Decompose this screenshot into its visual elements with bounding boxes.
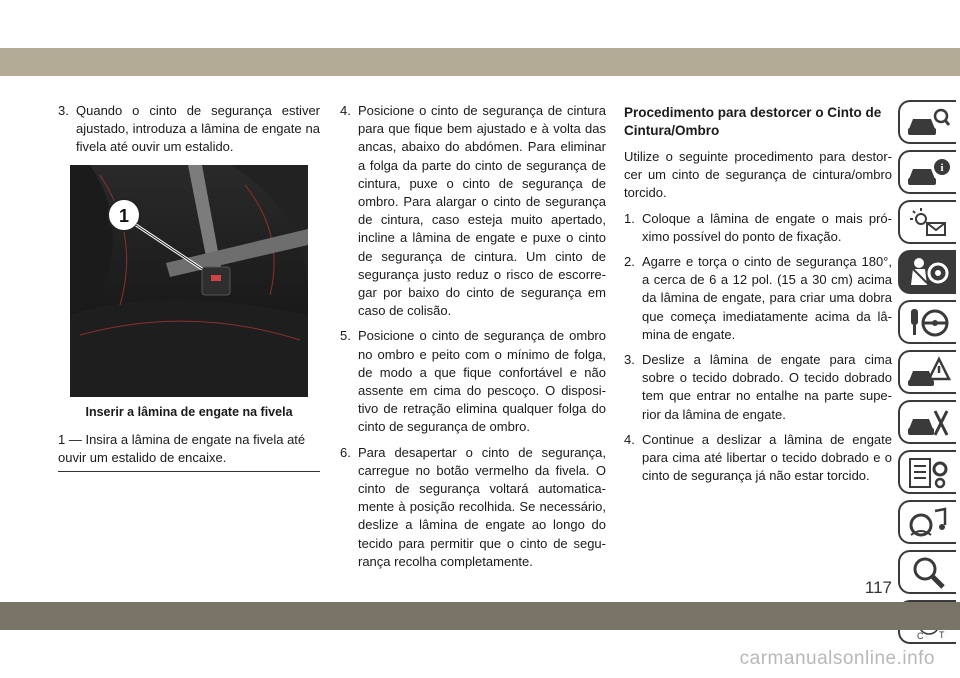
figure-title: Inserir a lâmina de engate na fivela	[85, 404, 293, 419]
header-band	[0, 48, 960, 76]
page-number: 117	[864, 578, 892, 597]
column-left	[58, 102, 320, 472]
car-tools-icon	[905, 405, 951, 441]
item-number: 4.	[340, 103, 351, 118]
tab-key-steering[interactable]	[898, 300, 956, 344]
figure-callout: 1	[118, 205, 130, 226]
list-item	[58, 102, 320, 157]
svg-text:i: i	[940, 162, 944, 174]
list-item	[624, 431, 892, 486]
car-info-icon	[905, 155, 951, 191]
svg-text:T: T	[939, 630, 945, 640]
car-hazard-icon	[905, 355, 951, 391]
item-number: 4.	[624, 431, 635, 447]
item-text: Continue a deslizar a lâmina de engate para cima até libertar o tecido dobrado e o cinto de segurança já não estar torcido.	[642, 431, 892, 484]
seatbelt-buckle-photo	[70, 165, 308, 397]
list-item	[624, 351, 892, 424]
tab-car-info[interactable]	[898, 150, 956, 194]
tab-specifications[interactable]	[898, 450, 956, 494]
list-item	[340, 327, 606, 436]
tab-warning-lights[interactable]	[898, 200, 956, 244]
item-text: Para desapertar o cinto de segurança, carregue no botão vermelho da fivela. O cinto de segurança voltará automaticamente à posição recolhida. Se necessário, deslize a lâmina de engate ao longo do tecido para permitir que o cinto de segurança recolha completamente.	[358, 444, 606, 569]
item-text: Posicione o cinto de segurança de cintura para que fique bem ajustado e à volta das ancas, abaixo do abdómen. Para eliminar a folga da parte do cinto de segurança de cintura, puxe o cinto de segurança de ombro. Para alargar o cinto de segurança de cintura, caso esteja muito apertado, incline a lâmina de engate e puxe o cinto de segurança de cintura. Um cinto de segurança justo reduz o risco de escorregar por baixo do cinto de segurança em caso de colisão.	[358, 103, 606, 319]
list-item	[624, 210, 892, 246]
tab-car-search[interactable]	[898, 100, 956, 144]
search-index-icon	[905, 555, 951, 591]
item-number: 1.	[624, 210, 635, 226]
tab-car-hazard[interactable]	[898, 350, 956, 394]
footer-band	[0, 602, 960, 630]
item-text: Posicione o cinto de segurança de ombro no ombro e peito com o mínimo de folga, de modo a que fique confortável e não assente em cima do pescoço. O dispositivo de retração elimina qualquer folga do cinto de segurança de ombro.	[358, 328, 606, 435]
list-item	[624, 253, 892, 344]
key-steering-icon	[905, 305, 951, 341]
item-text: Agarre e torça o cinto de segurança 180°, a cerca de 6 a 12 pol. (15 a 30 cm) acima da lâmina de engate, para criar uma dobra que começa imediatamente acima da lâmina de engate.	[642, 254, 892, 342]
column-middle	[340, 102, 606, 578]
car-search-icon	[905, 105, 951, 141]
tab-car-tools[interactable]	[898, 400, 956, 444]
svg-text:C: C	[917, 631, 924, 641]
tab-safety[interactable]	[898, 250, 956, 294]
warning-lights-icon	[905, 205, 951, 241]
column-right	[624, 102, 892, 492]
list-item	[340, 102, 606, 320]
item-text: Quando o cinto de segurança estiver ajustado, introduza a lâmina de engate na fivela até ouvir um estalido.	[76, 103, 320, 155]
figure-caption: 1 — Insira a lâmina de engate na fivela até ouvir um estalido de encaixe.	[58, 431, 320, 472]
list-item	[340, 444, 606, 571]
section-heading: Procedimento para destorcer o Cinto de Cintura/Ombro	[624, 105, 882, 138]
chapter-tabs	[898, 100, 960, 650]
section-intro: Utilize o seguinte procedimento para destorcer um cinto de segurança de cintura/ombro torcido.	[624, 149, 892, 201]
item-number: 3.	[58, 103, 69, 118]
item-number: 3.	[624, 352, 635, 368]
watermark-text: carmanualsonline.info	[739, 648, 935, 669]
specifications-icon	[905, 455, 951, 491]
item-number: 6.	[340, 444, 351, 460]
item-text: Coloque a lâmina de engate o mais próximo possível do ponto de fixação.	[642, 210, 892, 244]
item-number: 5.	[340, 328, 351, 344]
item-number: 2.	[624, 254, 635, 270]
safety-airbag-icon	[905, 255, 951, 291]
tab-search-index[interactable]	[898, 550, 956, 594]
tab-multimedia[interactable]	[898, 500, 956, 544]
item-text: Deslize a lâmina de engate para cima sobre o tecido dobrado. O tecido dobrado tem que entrar no entalhe na parte superior da lâmina de engate.	[642, 352, 892, 422]
multimedia-icon	[905, 505, 951, 541]
